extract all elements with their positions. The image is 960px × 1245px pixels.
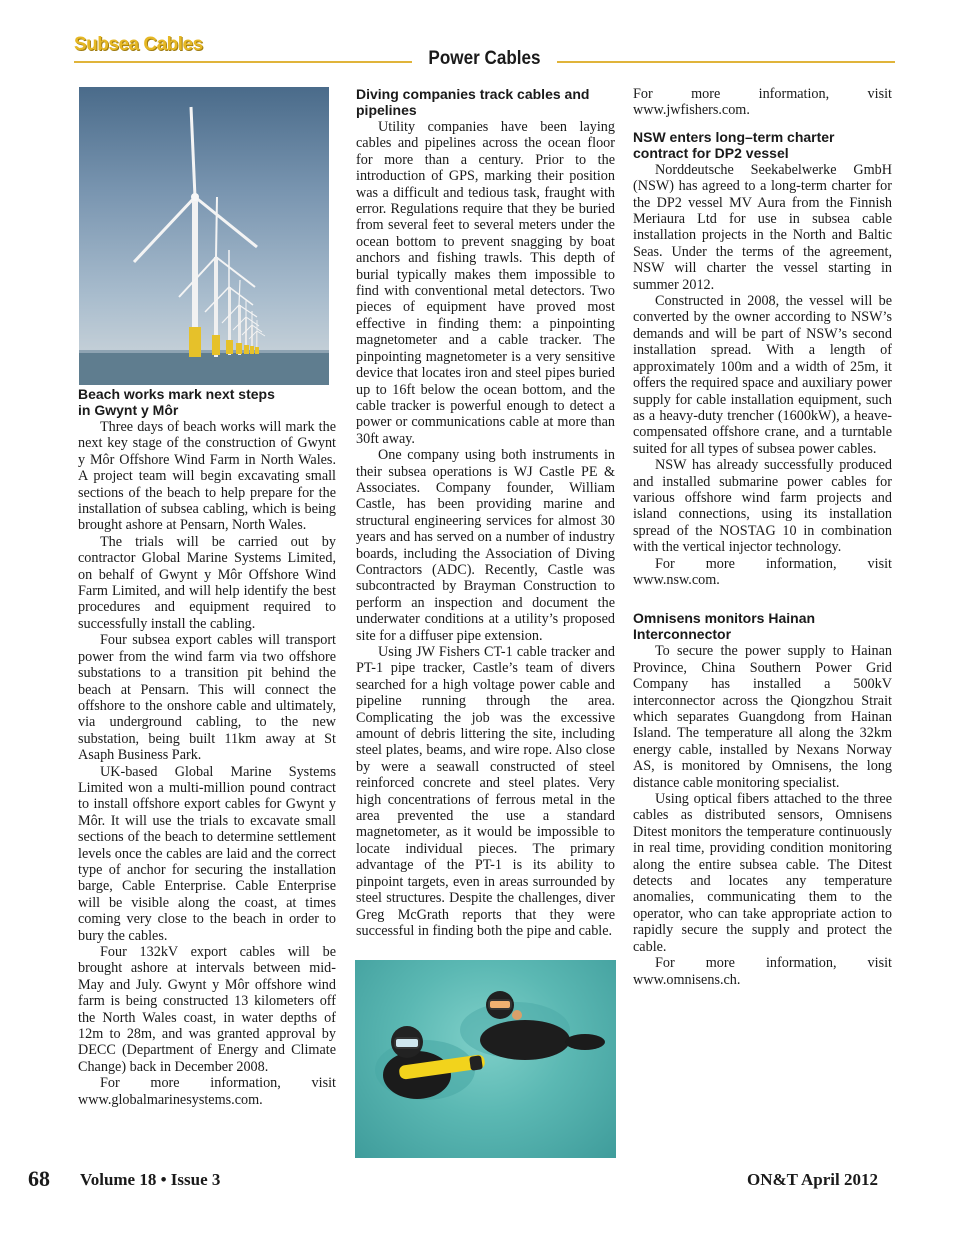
article-diving-companies — [356, 86, 615, 939]
header-rule-right — [557, 61, 895, 63]
page-number: 68 — [28, 1166, 50, 1191]
article-title: Omnisens monitors Hainan Interconnector — [633, 610, 816, 643]
more-info-link[interactable]: For more information, visit www.jwfishers.com. — [633, 86, 892, 119]
paragraph: Utility companies have been laying cables and pipelines across the ocean floor for more than a century. Prior to the introduction of GPS, marking their position was a difficult and tedious task, fraught with error. Regulations require that they be buried from several feet to several meters under the ocean bottom to prevent snagging by boat anchors and fishing trawls. This depth of burial typically makes them impossible to find with conventional metal detectors. Two pieces of equipment have proved most effective in finding them: a pinpointing magnetometer and a cable tracker. The pinpointing magnetometer is a very sensitive device that locates iron and steel pipes buried up to 16ft below the ocean bottom, and the cable tracker is powerful enough to detect a power or communications cable at more than 30ft away. — [356, 119, 615, 447]
header-rule-left — [74, 61, 412, 63]
column-right — [633, 86, 892, 988]
article-beach-works — [78, 386, 336, 1108]
paragraph: NSW has already successfully produced and installed submarine power cables for various offshore wind farm projects and island connections, using its installation spread of the NOSTAG 10 in combination with the vertical injector technology. — [633, 457, 892, 556]
section-tag: Subsea Cables — [74, 34, 203, 55]
page-title: Power Cables — [428, 48, 541, 69]
paragraph: To secure the power supply to Hainan Province, China Southern Power Grid Company has installed a 500kV interconnector across the Qiongzhou Strait which separates Guangdong from Hainan Island. The temperature all along the 32km energy cable, installed by Nexans Norway AS, is monitored by Omnisens, the long distance cable monitoring specialist. — [633, 643, 892, 791]
article-title: Diving companies track cables and pipelines — [356, 86, 590, 118]
paragraph: Four subsea export cables will transport power from the wind farm via two offshore substations to a transition pit behind the beach at Pensarn. This will connect the offshore to the onshore cable and ultimately, via underground cabling, to the new substation, being built 11km away at St Asaph Business Park. — [78, 632, 336, 764]
wind-turbines-illustration — [79, 87, 329, 385]
paragraph: Three days of beach works will mark the next key stage of the construction of Gwynt y Môr Offshore Wind Farm in North Wales. A project team will begin excavating small sections of the beach to help prepare for the installation of subsea cabling, which is being brought ashore at Pensarn, North Wales. — [78, 419, 336, 534]
paragraph: One company using both instruments in their subsea operations is WJ Castle PE & Associates. Company founder, William Castle, has been providing marine and structural engineering services for almost 30 years and has served on a number of industry boards, including the Association of Diving Contractors (ADC). Recently, Castle was subcontracted by Brayman Construction to perform an inspection and document the underwater conditions at a utility’s proposed site for a diffuser pipe extension. — [356, 447, 615, 644]
paragraph: Norddeutsche Seekabelwerke GmbH (NSW) has agreed to a long-term charter for the DP2 vessel MV Aura from the Finnish Meriaura Ltd for use in subsea cable installation projects in the North and Baltic Seas. Under the terms of the agreement, NSW will charter the vessel starting in summer 2012. — [633, 161, 892, 293]
paragraph: Constructed in 2008, the vessel will be converted by the owner according to NSW’s demands and will be part of NSW’s second installation spread. With a length of approximately 100m and a width of 25m, it offers the required space and auxiliary power supply for cable installation equipment, such as a heavy-duty trencher (1600kW), a heave-compensated offshore crane, and a turntable suited for all types of subsea power cables. — [633, 293, 892, 457]
divers-photo — [355, 960, 616, 1158]
paragraph: Using JW Fishers CT-1 cable tracker and PT-1 pipe tracker, Castle’s team of divers searched for a high voltage power cable and pipeline running through the area. Complicating the job was the excessive amount of debris littering the site, including steel plates, beams, and wire rope. Also close by were a seawall constructed of steel reinforced concrete and steel plates. Very high concentrations of ferrous metal in the area prevented the use a standard magnetometer, as it would be impossible to locate individual pieces. The primary advantage of the PT-1 is its ability to pinpoint targets, even in areas surrounded by steel structures. Despite the challenges, diver Greg McGrath reports that they were successful in finding both the pipe and cable. — [356, 644, 615, 939]
issue-label: Volume 18 • Issue 3 — [80, 1170, 221, 1189]
article-title: Beach works mark next steps in Gwynt y Môr — [78, 386, 275, 418]
more-info-link[interactable]: For more information, visit www.globalmarinesystems.com. — [78, 1075, 336, 1108]
article-title: NSW enters long–term charter contract for DP2 vessel — [633, 128, 835, 161]
divers-illustration — [355, 960, 616, 1158]
more-info-link[interactable]: For more information, visit www.nsw.com. — [633, 555, 892, 588]
paragraph: UK-based Global Marine Systems Limited won a multi-million pound contract to install offshore export cables for Gwynt y Môr. It will use the trials to excavate small sections of the beach to determine settlement levels once the cables are laid and the correct type of anchor for securing the installation barge, Cable Enterprise. Cable Enterprise will be visible along the coast, at times coming very close to the beach in order to bury the cables. — [78, 763, 336, 944]
paragraph: Four 132kV export cables will be brought ashore at intervals between mid-May and July. Gwynt y Môr offshore wind farm is being constructed 13 kilometers off the North Wales coast, in water depths of 12m to 28m, and was granted approval by DECC (Department of Energy and Climate Change) back in December 2008. — [78, 944, 336, 1075]
paragraph: Using optical fibers attached to the three cables as distributed sensors, Omnisens Ditest monitors the temperature continuously in real time, providing condition monitoring along the entire subsea cable. The Ditest detects and locates any temperature anomalies, communicating them to the operator, who can take appropriate action to rapidly secure the supply and protect the cable. — [633, 791, 892, 955]
wind-turbines-photo — [79, 87, 329, 385]
paragraph: The trials will be carried out by contractor Global Marine Systems Limited, on behalf of Gwynt y Môr Offshore Wind Farm Limited, and will help identify the best procedures and equipment required to successfully install the cabling. — [78, 533, 336, 632]
edition-label: ON&T April 2012 — [747, 1170, 878, 1189]
more-info-link[interactable]: For more information, visit www.omnisens.ch. — [633, 955, 892, 988]
